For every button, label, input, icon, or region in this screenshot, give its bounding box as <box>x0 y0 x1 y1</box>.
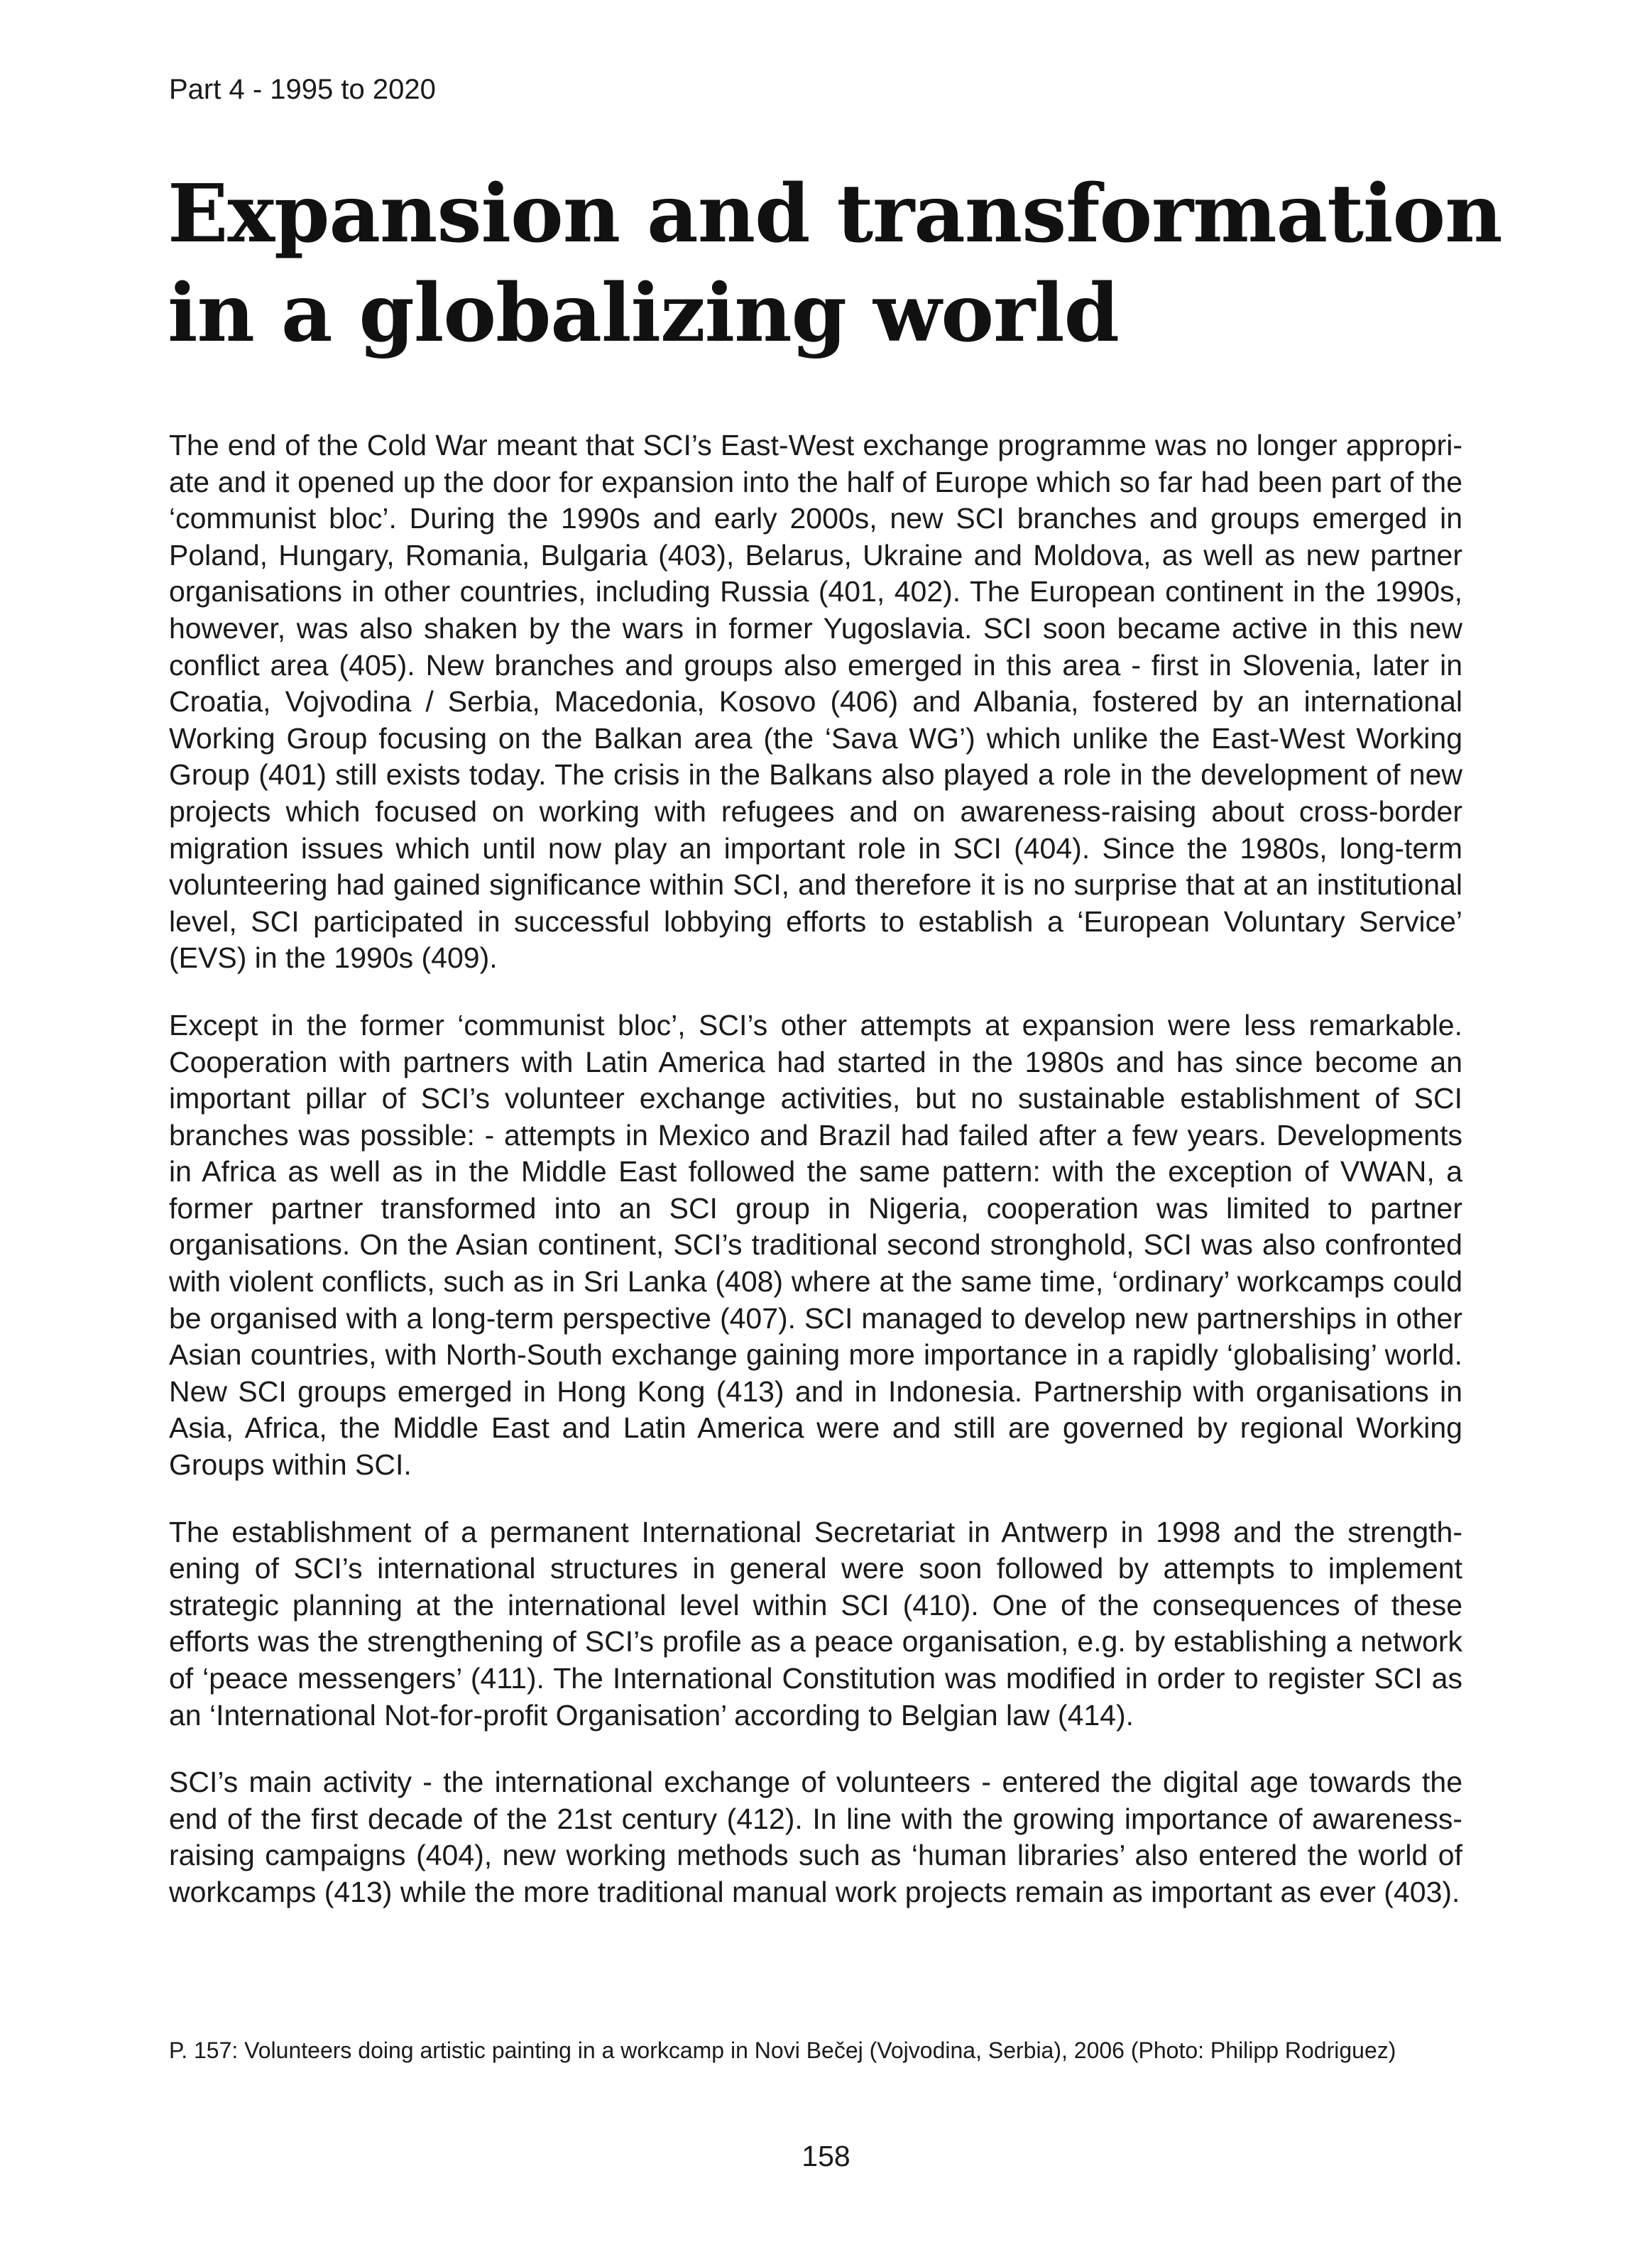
paragraph-1: The end of the Cold War meant that SCI’s East-West exchange programme was no longer appropriate and it opened up the door for expansion into the half of Europe which so far had been part of the ‘communist bloc’. During the 1990s and early 2000s, new SCI branches and groups emerged in Poland, Hungary, Romania, Bulgaria (403), Belarus, Ukraine and Moldova, as well as new partner organisations in other countries, including Russia (401, 402). The European continent in the 1990s, however, was also shaken by the wars in former Yugoslavia. SCI soon became active in this new conflict area (405). New branches and groups also emerged in this area - first in Slovenia, later in Croatia, Vojvodina / Serbia, Macedonia, Kosovo (406) and Albania, fostered by an international Working Group focusing on the Balkan area (the ‘Sava WG’) which unlike the East-West Working Group (401) still exists today. The crisis in the Balkans also played a role in the development of new projects which focused on working with refugees and on awareness-raising about cross-border migration issues which until now play an important role in SCI (404). Since the 1980s, long-term volunteering had gained significance within SCI, and therefore it is no surprise that at an institutional level, SCI participated in successful lobbying efforts to establish a ‘European Voluntary Service’ (EVS) in the 1990s (409). <box>169 429 1462 975</box>
page-number: 158 <box>802 2140 850 2172</box>
paragraph-4: SCI’s main activity - the international exchange of volunteers - entered the digital age towards the end of the first decade of the 21st century (412). In line with the growing importance of awareness-raising campaigns (404), new working methods such as ‘human libraries’ also entered the world of workcamps (413) while the more traditional manual work projects remain as important as ever (403). <box>169 1766 1462 1908</box>
chapter-title <box>168 165 1502 363</box>
chapter-title-line-2: in a globalizing world <box>168 267 1119 360</box>
running-head: Part 4 - 1995 to 2020 <box>169 74 436 105</box>
paragraph-3: The establishment of a permanent International Secretariat in Antwerp in 1998 and the strengthening of SCI’s international structures in general were soon followed by attempts to implement strategic planning at the international level within SCI (410). One of the consequences of these efforts was the strengthening of SCI’s profile as a peace organisation, e.g. by establishing a network of ‘peace messengers’ (411). The International Constitution was modified in order to register SCI as an ‘International Not-for-profit Organisation’ according to Belgian law (414). <box>169 1515 1462 1732</box>
photo-caption: P. 157: Volunteers doing artistic painting in a workcamp in Novi Bečej (Vojvodina, Serbia), 2006 (Photo: Philipp Rodriguez) <box>169 2038 1396 2063</box>
body-text <box>169 427 1462 1942</box>
chapter-title-line-1: Expansion and transformation <box>168 168 1502 261</box>
paragraph-2: Except in the former ‘communist bloc’, SCI’s other attempts at expansion were less remarkable. Cooperation with partners with Latin America had started in the 1980s and has since become an important pillar of SCI’s volunteer exchange activities, but no sustainable establishment of SCI branches was possible: - attempts in Mexico and Brazil had failed after a few years. Developments in Africa as well as in the Middle East followed the same pattern: with the exception of VWAN, a former partner transformed into an SCI group in Nigeria, cooperation was limited to partner organisations. On the Asian continent, SCI’s traditional second stronghold, SCI was also confronted with violent conflicts, such as in Sri Lanka (408) where at the same time, ‘ordinary’ workcamps could be organised with a long-term perspective (407). SCI managed to develop new partnerships in other Asian countries, with North-South exchange gaining more importance in a rapidly ‘globalising’ world. New SCI groups emerged in Hong Kong (413) and in Indonesia. Partnership with organisations in Asia, Africa, the Middle East and Latin America were and still are governed by regional Working Groups within SCI. <box>169 1008 1462 1482</box>
